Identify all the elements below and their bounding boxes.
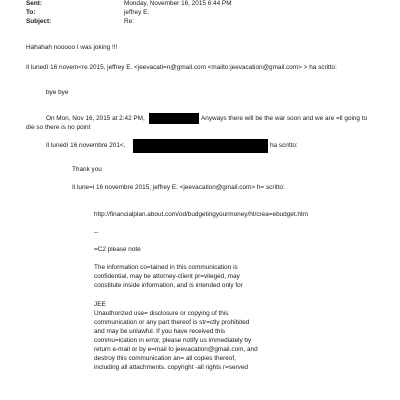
- reply-text: Hahahah nooooo I was joking !!!: [26, 44, 118, 51]
- disclaimer-line: The information co=tained in this communication is: [94, 264, 238, 271]
- redaction-block: [149, 113, 199, 124]
- quote-header-3: Il lunedì 16 novembre 201<,: [46, 142, 126, 149]
- quote-header-3-end: ha scritto:: [270, 142, 298, 149]
- thank-you-text: Thank you: [72, 166, 102, 173]
- subject-value: Re:: [124, 18, 134, 25]
- disclaimer-line: confidential, may be attorney-client pr=vileged, may: [94, 273, 240, 280]
- sent-label: Sent:: [26, 0, 42, 7]
- disclaimer-line: commu=ication in error, please notify us immediately by: [94, 337, 252, 344]
- disclaimer-line: destroy this communication an= all copies thereof,: [94, 355, 236, 362]
- disclaimer-line: and may be unlawful. If you have received this: [94, 328, 226, 335]
- disclaimer-line: communication or any part thereof is str=ctly prohibited: [94, 319, 250, 326]
- disclaimer-line: including all attachments. copyright -all rights r=served: [94, 364, 248, 371]
- please-note-text: =C2 please note: [94, 246, 141, 253]
- quote-header-2: On Mon, Nov 16, 2015 at 2:42 PM,: [46, 115, 145, 122]
- disclaimer-line: Unauthorized use= disclosure or copying of this: [94, 310, 229, 317]
- bye-text: bye bye: [46, 89, 69, 96]
- subject-label: Subject:: [26, 18, 52, 25]
- war-text: Anyways there will be the war soon and we are =ll going to: [201, 115, 368, 122]
- redaction-block: [133, 139, 268, 153]
- sent-value: Monday, November 16, 2015 6:44 PM: [124, 0, 232, 7]
- to-value: jeffrey E.: [124, 9, 150, 16]
- disclaimer-line: return e-mail or by e=mail to jeevacation@gmail.com, and: [94, 346, 258, 353]
- war-text-cont: die so there is no point: [26, 124, 91, 131]
- quote-header-4: Il lune=i 16 novembre 2015, jeffrey E. <jeevacation@gmail.com> h= scritto:: [72, 184, 285, 191]
- disclaimer-line: JEE: [94, 301, 106, 308]
- budget-link[interactable]: http://financialplan.about.com/od/budgetingyourmoney/ht/crea=ebudget.htm: [94, 211, 309, 218]
- disclaimer-line: constitute inside information, and is intended only for: [94, 282, 243, 289]
- quote-header-1: Il lunedì 16 novem<re 2015, jeffrey E. <jeevacati=n@gmail.com <mailto:jeevacation@gmail.com> > ha scritto:: [26, 64, 337, 71]
- signature-separator: --: [94, 229, 99, 236]
- to-label: To:: [26, 9, 36, 16]
